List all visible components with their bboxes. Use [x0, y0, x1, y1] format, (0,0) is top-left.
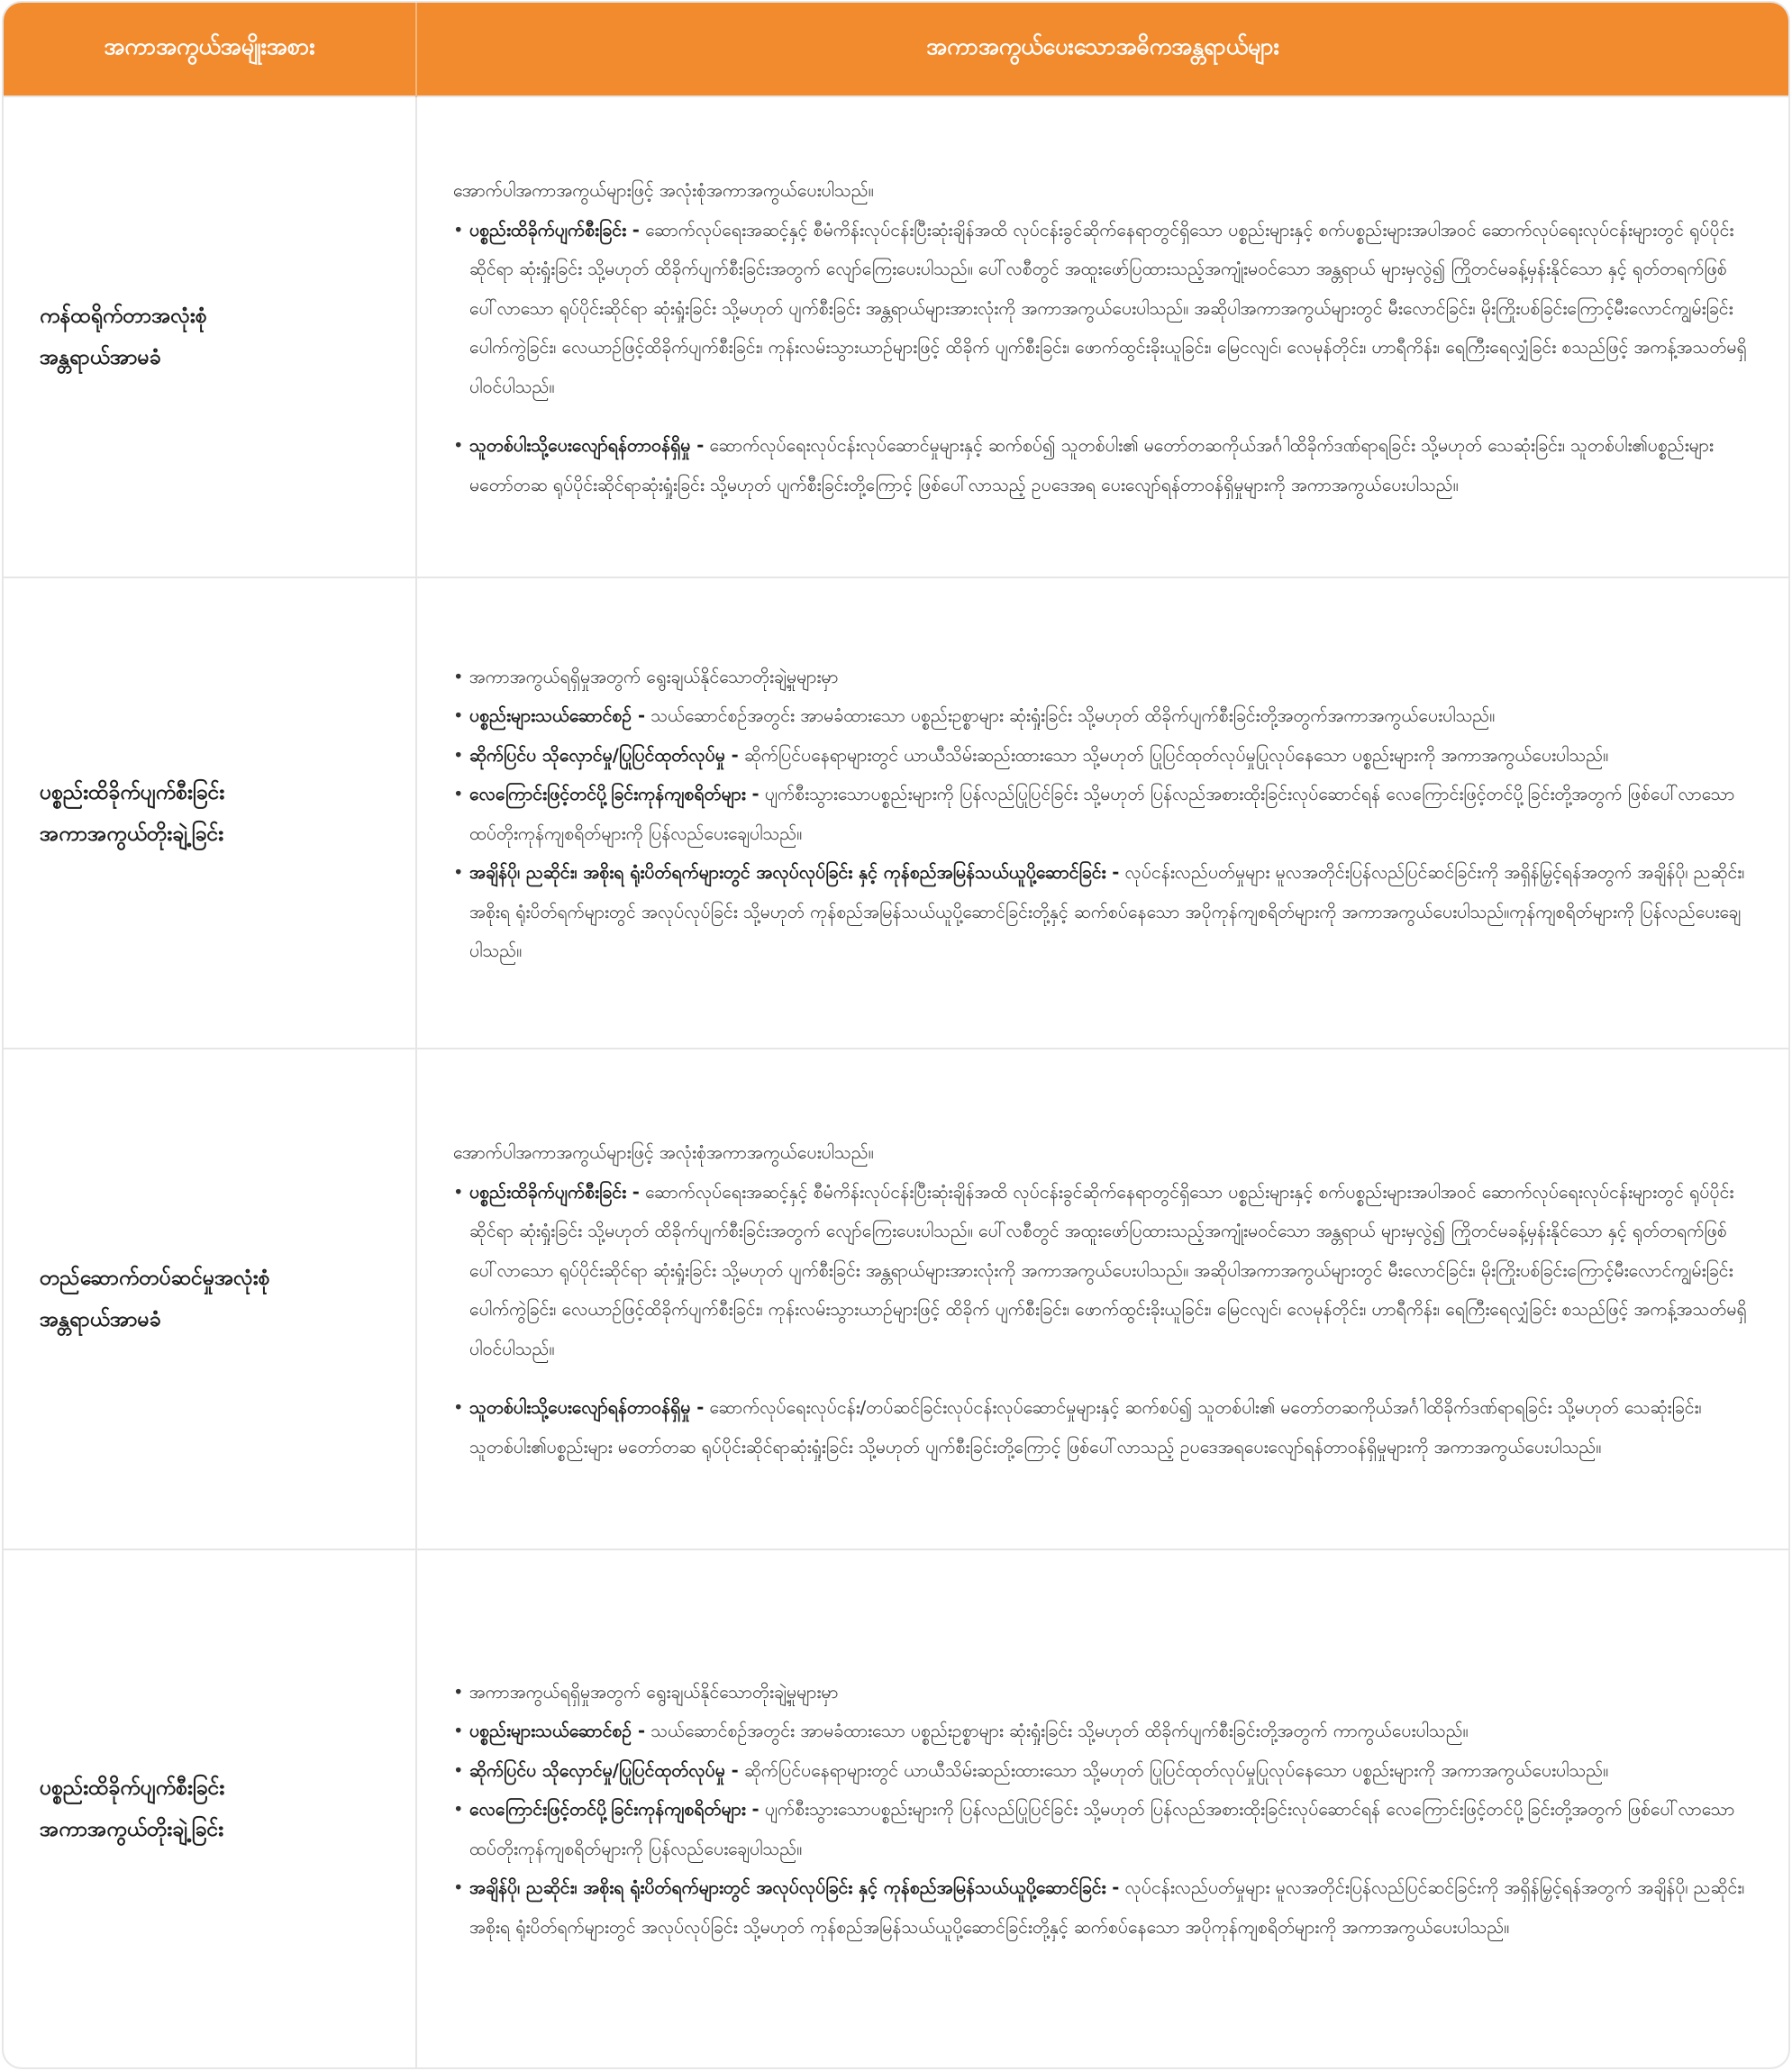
list-item	[453, 1751, 1761, 1791]
list-item	[453, 1173, 1761, 1369]
category-cell	[4, 96, 416, 577]
category-line: အကာအကွယ်တိုးချဲ့ခြင်း	[40, 1818, 224, 1841]
category-line: အန္တရာယ်အာမခံ	[40, 346, 161, 369]
item-text: သယ်ဆောင်စဉ်အတွင်း အာမခံထားသော ပစ္စည်းဥစ္စာများ ဆုံးရှုံးခြင်း သို့မဟုတ် ထိခိုက်ပျက်စီးခြင်းတို့အတွက် ကာကွယ်ပေးပါသည်။	[645, 1721, 1469, 1742]
item-text: ဆိုက်ပြင်ပနေရာများတွင် ယာယီသိမ်းဆည်းထားသော သို့မဟုတ် ပြုပြင်ထုတ်လုပ်မှုပြုလုပ်နေသော ပစ္စည်းများကို အကာအကွယ်ပေးပါသည်။	[738, 744, 1609, 766]
item-text: ဆိုက်ပြင်ပနေရာများတွင် ယာယီသိမ်းဆည်းထားသော သို့မဟုတ် ပြုပြင်ထုတ်လုပ်မှုပြုလုပ်နေသော ပစ္စည်းများကို အကာအကွယ်ပေးပါသည်။	[738, 1759, 1609, 1781]
table-row	[4, 1049, 1788, 1549]
description-cell	[416, 577, 1788, 1049]
coverage-table	[4, 3, 1788, 2067]
item-text: လုပ်ငန်းလည်ပတ်မှုများ မူလအတိုင်းပြန်လည်ပြင်ဆင်ခြင်းကို အရှိန်မြှင့်ရန်အတွက် အချိန်ပို၊ ညဆိုင်း၊ အစိုးရ ရုံးပိတ်ရက်များတွင် အလုပ်လုပ်ခြင်း သို့မဟုတ် ကုန်စည်အမြန်သယ်ယူပို့ဆောင်ခြင်းတို့နှင့် ဆက်စပ်နေသော အပိုကုန်ကျစရိတ်များကို အကာအကွယ်ပေးပါသည်။	[469, 1877, 1745, 1938]
item-title: ပစ္စည်းများသယ်ဆောင်စဉ် -	[469, 705, 646, 726]
item-title: သူတစ်ပါးသို့ပေးလျော်ရန်တာဝန်ရှိမှု -	[469, 435, 705, 456]
list-item	[453, 1388, 1761, 1467]
intro-text: အောက်ပါအကာအကွယ်များဖြင့် အလုံးစုံအကာအကွယ်ပေးပါသည်။	[453, 1142, 874, 1163]
item-title: အချိန်ပို၊ ညဆိုင်း၊ အစိုးရ ရုံးပိတ်ရက်များတွင် အလုပ်လုပ်ခြင်း နှင့် ကုန်စည်အမြန်သယ်ယူပို့ဆောင်ခြင်း -	[469, 862, 1120, 883]
item-title: လေကြောင်းဖြင့်တင်ပို့ခြင်းကုန်ကျစရိတ်များ -	[469, 1799, 760, 1821]
item-text: ဆောက်လုပ်ရေးလုပ်ငန်းလုပ်ဆောင်မှုများနှင့် ဆက်စပ်၍ သူတစ်ပါး၏ မတော်တဆကိုယ်အင်္ဂါထိခိုက်ဒဏ်ရာရခြင်း သို့မဟုတ် သေဆုံးခြင်း၊ သူတစ်ပါး၏ပစ္စည်းများ မတော်တဆ ရုပ်ပိုင်းဆိုင်ရာဆုံးရှုံးခြင်း သို့မဟုတ် ပျက်စီးခြင်းတို့ကြောင့် ဖြစ်ပေါ်လာသည့် ဥပဒေအရ ပေးလျော်ရန်တာဝန်ရှိမှုများကို အကာအကွယ်ပေးပါသည်။	[469, 435, 1714, 495]
category-cell	[4, 1549, 416, 2067]
list-item	[453, 1868, 1761, 1947]
list-item	[453, 211, 1761, 407]
item-text: သယ်ဆောင်စဉ်အတွင်း အာမခံထားသော ပစ္စည်းဥစ္စာများ ဆုံးရှုံးခြင်း သို့မဟုတ် ထိခိုက်ပျက်စီးခြင်းတို့အတွက်အကာအကွယ်ပေးပါသည်။	[645, 705, 1496, 726]
category-line: တည်ဆောက်တပ်ဆင်မှုအလုံးစုံ	[40, 1267, 270, 1290]
category-line: အန္တရာယ်အာမခံ	[40, 1308, 161, 1331]
item-text: လုပ်ငန်းလည်ပတ်မှုများ မူလအတိုင်းပြန်လည်ပြင်ဆင်ခြင်းကို အရှိန်မြှင့်ရန်အတွက် အချိန်ပို၊ ညဆိုင်း၊ အစိုးရ ရုံးပိတ်ရက်များတွင် အလုပ်လုပ်ခြင်း သို့မဟုတ် ကုန်စည်အမြန်သယ်ယူပို့ဆောင်ခြင်းတို့နှင့် ဆက်စပ်နေသော အပိုကုန်ကျစရိတ်များကို အကာအကွယ်ပေးပါသည်။ကုန်ကျစရိတ်များကို ပြန်လည်ပေးချေပါသည်။	[469, 862, 1745, 961]
item-text: ပျက်စီးသွားသောပစ္စည်းများကို ပြန်လည်ပြုပြင်ခြင်း သို့မဟုတ် ပြန်လည်အစားထိုးခြင်းလုပ်ဆောင်ရန် လေကြောင်းဖြင့်တင်ပို့ခြင်းတို့အတွက် ဖြစ်ပေါ်လာသော ထပ်တိုးကုန်ကျစရိတ်များကို ပြန်လည်ပေးချေပါသည်။	[469, 784, 1735, 844]
description-cell	[416, 1049, 1788, 1549]
item-title: အချိန်ပို၊ ညဆိုင်း၊ အစိုးရ ရုံးပိတ်ရက်များတွင် အလုပ်လုပ်ခြင်း နှင့် ကုန်စည်အမြန်သယ်ယူပို့ဆောင်ခြင်း -	[469, 1877, 1120, 1899]
item-title: ပစ္စည်းထိခိုက်ပျက်စီးခြင်း -	[469, 1181, 640, 1203]
item-text: ဆောက်လုပ်ရေးလုပ်ငန်း/တပ်ဆင်ခြင်းလုပ်ငန်းလုပ်ဆောင်မှုများနှင့် ဆက်စပ်၍ သူတစ်ပါး၏ မတော်တဆကိုယ်အင်္ဂါထိခိုက်ဒဏ်ရာရခြင်း သို့မဟုတ် သေဆုံးခြင်း၊ သူတစ်ပါး၏ပစ္စည်းများ မတော်တဆ ရုပ်ပိုင်းဆိုင်ရာဆုံးရှုံးခြင်း သို့မဟုတ် ပျက်စီးခြင်းတို့ကြောင့် ဖြစ်ပေါ်လာသည့် ဥပဒေအရပေးလျော်ရန်တာဝန်ရှိမှုများကို အကာအကွယ်ပေးပါသည်။	[469, 1397, 1702, 1458]
category-line: ပစ္စည်းထိခိုက်ပျက်စီးခြင်း	[40, 1776, 225, 1800]
item-title: ဆိုက်ပြင်ပ သိုလှောင်မှု/ပြုပြင်ထုတ်လုပ်မှု -	[469, 1759, 739, 1781]
item-title: ပစ္စည်းများသယ်ဆောင်စဉ် -	[469, 1721, 646, 1742]
item-text: ဆောက်လုပ်ရေးအဆင့်နှင့် စီမံကိန်းလုပ်ငန်းပြီးဆုံးချိန်အထိ လုပ်ငန်းခွင်ဆိုက်နေရာတွင်ရှိသော ပစ္စည်းများနှင့် စက်ပစ္စည်းများအပါအဝင် ဆောက်လုပ်ရေးလုပ်ငန်းများတွင် ရုပ်ပိုင်းဆိုင်ရာ ဆုံးရှုံးခြင်း သို့မဟုတ် ထိခိုက်ပျက်စီးခြင်းအတွက် လျော်ကြေးပေးပါသည်။ ပေါ်လစီတွင် အထူးဖော်ပြထားသည့်အကျုံးမဝင်သော အန္တရာယ် များမှလွဲ၍ ကြိုတင်မခန့်မှန်းနိုင်သော နှင့် ရုတ်တရက်ဖြစ်ပေါ်လာသော ရုပ်ပိုင်းဆိုင်ရာ ဆုံးရှုံးခြင်း သို့မဟုတ် ပျက်စီးခြင်း အန္တရာယ်များအားလုံးကို အကာအကွယ်ပေးပါသည်။ အဆိုပါအကာအကွယ်များတွင် မီးလောင်ခြင်း၊ မိုးကြိုးပစ်ခြင်းကြောင့်မီးလောင်ကျွမ်းခြင်း ပေါက်ကွဲခြင်း၊ လေယာဉ်ဖြင့်ထိခိုက်ပျက်စီးခြင်း၊ ကုန်းလမ်းသွားယာဉ်များဖြင့် ထိခိုက် ပျက်စီးခြင်း၊ ဖောက်ထွင်းခိုးယူခြင်း၊ မြေငလျင်၊ လေမုန်တိုင်း၊ ဟာရီကိန်း၊ ရေကြီးရေလျှံခြင်း စသည်ဖြင့် အကန့်အသတ်မရှိ ပါဝင်ပါသည်။	[469, 219, 1747, 397]
header-coverage-type: အကာအကွယ်အမျိုးအစား	[4, 3, 416, 96]
description-cell	[416, 96, 1788, 577]
list-item	[453, 1712, 1761, 1751]
coverage-table-card	[2, 1, 1790, 2069]
item-title: သူတစ်ပါးသို့ပေးလျော်ရန်တာဝန်ရှိမှု -	[469, 1397, 705, 1418]
table-row	[4, 577, 1788, 1049]
list-item	[453, 775, 1761, 853]
intro-text: • အကာအကွယ်ရရှိမှုအတွက် ရွေးချယ်နိုင်သောတိုးချဲ့မှုများမှာ	[453, 1681, 839, 1703]
item-title: ဆိုက်ပြင်ပ သိုလှောင်မှု/ပြုပြင်ထုတ်လုပ်မှု -	[469, 744, 739, 766]
category-line: ကန်ထရိုက်တာအလုံးစုံ	[40, 304, 207, 328]
item-text: ပျက်စီးသွားသောပစ္စည်းများကို ပြန်လည်ပြုပြင်ခြင်း သို့မဟုတ် ပြန်လည်အစားထိုးခြင်းလုပ်ဆောင်ရန် လေကြောင်းဖြင့်တင်ပို့ခြင်းတို့အတွက် ဖြစ်ပေါ်လာသော ထပ်တိုးကုန်ကျစရိတ်များကို ပြန်လည်ပေးချေပါသည်။	[469, 1799, 1735, 1859]
item-title: ပစ္စည်းထိခိုက်ပျက်စီးခြင်း -	[469, 219, 640, 241]
intro-text: • အကာအကွယ်ရရှိမှုအတွက် ရွေးချယ်နိုင်သောတိုးချဲ့မှုများမှာ	[453, 666, 839, 687]
list-item	[453, 736, 1761, 776]
table-row	[4, 1549, 1788, 2067]
category-line: အကာအကွယ်တိုးချဲ့ခြင်း	[40, 822, 224, 846]
description-cell	[416, 1549, 1788, 2067]
category-cell	[4, 577, 416, 1049]
list-item	[453, 1790, 1761, 1868]
table-row	[4, 96, 1788, 577]
list-item	[453, 696, 1761, 736]
intro-text: အောက်ပါအကာအကွယ်များဖြင့် အလုံးစုံအကာအကွယ်ပေးပါသည်။	[453, 180, 874, 201]
item-title: လေကြောင်းဖြင့်တင်ပို့ခြင်းကုန်ကျစရိတ်များ -	[469, 784, 760, 804]
list-item	[453, 426, 1761, 504]
category-cell	[4, 1049, 416, 1549]
list-item	[453, 853, 1761, 971]
header-main-risks: အကာအကွယ်ပေးသောအဓိကအန္တရာယ်များ	[416, 3, 1788, 96]
category-line: ပစ္စည်းထိခိုက်ပျက်စီးခြင်း	[40, 780, 225, 804]
item-text: ဆောက်လုပ်ရေးအဆင့်နှင့် စီမံကိန်းလုပ်ငန်းပြီးဆုံးချိန်အထိ လုပ်ငန်းခွင်ဆိုက်နေရာတွင်ရှိသော ပစ္စည်းများနှင့် စက်ပစ္စည်းများအပါအဝင် ဆောက်လုပ်ရေးလုပ်ငန်းများတွင် ရုပ်ပိုင်းဆိုင်ရာ ဆုံးရှုံးခြင်း သို့မဟုတ် ထိခိုက်ပျက်စီးခြင်းအတွက် လျော်ကြေးပေးပါသည်။ ပေါ်လစီတွင် အထူးဖော်ပြထားသည့်အကျုံးမဝင်သော အန္တရာယ် များမှလွဲ၍ ကြိုတင်မခန့်မှန်းနိုင်သော နှင့် ရုတ်တရက်ဖြစ်ပေါ်လာသော ရုပ်ပိုင်းဆိုင်ရာ ဆုံးရှုံးခြင်း သို့မဟုတ် ပျက်စီးခြင်း အန္တရာယ်များအားလုံးကို အကာအကွယ်ပေးပါသည်။ အဆိုပါအကာအကွယ်များတွင် မီးလောင်ခြင်း၊ မိုးကြိုးပစ်ခြင်းကြောင့်မီးလောင်ကျွမ်းခြင်း ပေါက်ကွဲခြင်း၊ လေယာဉ်ဖြင့်ထိခိုက်ပျက်စီးခြင်း၊ ကုန်းလမ်းသွားယာဉ်များဖြင့် ထိခိုက် ပျက်စီးခြင်း၊ ဖောက်ထွင်းခိုးယူခြင်း၊ မြေငလျင်၊ လေမုန်တိုင်း၊ ဟာရီကိန်း၊ ရေကြီးရေလျှံခြင်း စသည်ဖြင့် အကန့်အသတ်မရှိ ပါဝင်ပါသည်။	[469, 1181, 1747, 1359]
table-header-row	[4, 3, 1788, 96]
